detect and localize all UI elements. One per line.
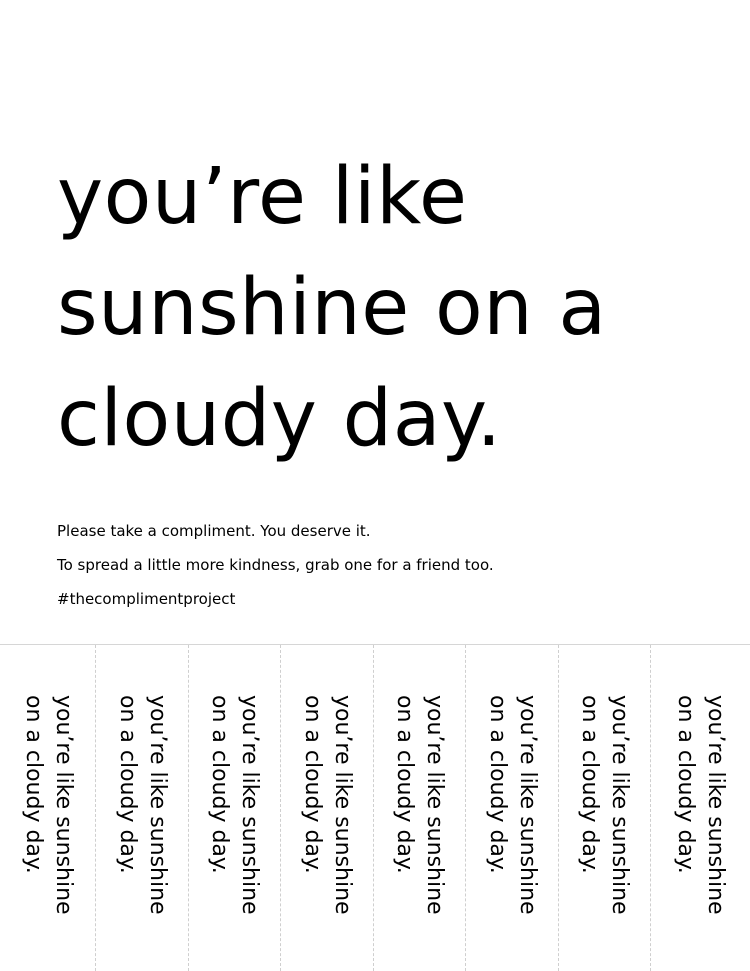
tear-off-tab-3[interactable]	[188, 645, 280, 971]
headline-line-1: you’re like	[57, 152, 468, 242]
tab-line-1: you’re like sunshine	[703, 695, 728, 915]
tab-line-2: on a cloudy day.	[673, 695, 698, 874]
tab-line-2: on a cloudy day.	[299, 695, 325, 874]
tear-off-tab-1[interactable]	[0, 645, 95, 971]
tear-off-tab-7[interactable]	[558, 645, 650, 971]
tab-line-2: on a cloudy day.	[114, 695, 140, 874]
hashtag: #thecomplimentproject	[57, 590, 236, 608]
tab-text	[112, 695, 172, 915]
headline	[57, 142, 607, 475]
tear-off-tab-2[interactable]	[95, 645, 188, 971]
tab-line-1: you’re like sunshine	[237, 695, 262, 915]
tab-line-1: you’re like sunshine	[329, 695, 355, 915]
tear-off-tab-6[interactable]	[465, 645, 558, 971]
headline-line-3: cloudy day.	[57, 374, 502, 464]
tear-off-tab-8[interactable]	[650, 645, 750, 971]
tab-text	[204, 695, 264, 915]
tab-line-2: on a cloudy day.	[207, 695, 232, 874]
headline-line-2: sunshine on a	[57, 263, 607, 353]
tab-text	[18, 695, 78, 915]
tab-line-2: on a cloudy day.	[392, 695, 417, 874]
tear-off-tabs	[0, 645, 750, 971]
tear-off-tab-4[interactable]	[280, 645, 373, 971]
message-line-2: To spread a little more kindness, grab one for a friend too.	[57, 556, 494, 574]
tab-text	[574, 695, 634, 915]
tab-line-1: you’re like sunshine	[144, 695, 170, 915]
tab-line-1: you’re like sunshine	[50, 695, 76, 915]
tab-line-2: on a cloudy day.	[484, 695, 510, 874]
tab-text	[389, 695, 449, 915]
tab-line-1: you’re like sunshine	[514, 695, 540, 915]
tab-text	[297, 695, 357, 915]
tab-line-1: you’re like sunshine	[607, 695, 632, 915]
tab-text	[482, 695, 542, 915]
tab-line-2: on a cloudy day.	[577, 695, 602, 874]
tab-line-2: on a cloudy day.	[20, 695, 46, 874]
message-line-1: Please take a compliment. You deserve it.	[57, 522, 371, 540]
tab-line-1: you’re like sunshine	[422, 695, 447, 915]
tab-text	[670, 695, 730, 915]
message-block	[57, 514, 494, 616]
tear-off-tab-5[interactable]	[373, 645, 465, 971]
